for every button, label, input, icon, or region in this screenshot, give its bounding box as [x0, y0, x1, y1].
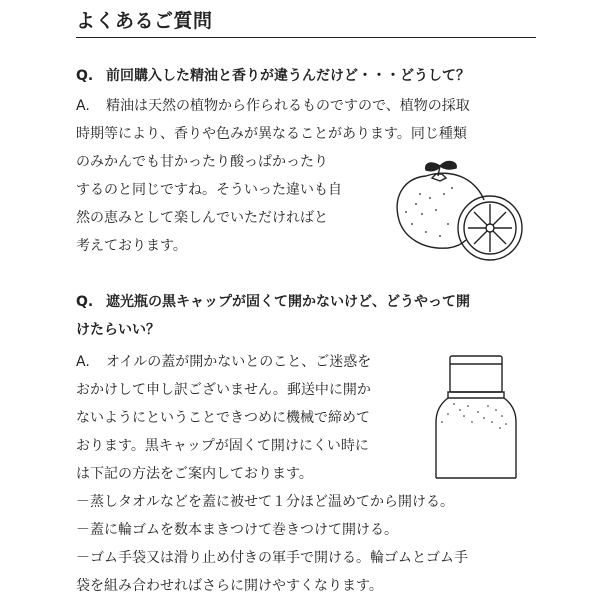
- faq2-answer-line: －蒸しタオルなどを蓋に被せて１分ほど温めてから開ける。: [76, 494, 454, 510]
- faq2-answer-line: 袋を組み合わせればさらに開けやすくなります。: [76, 578, 383, 594]
- bottle-icon: [428, 352, 528, 482]
- faq2-question: [76, 292, 470, 312]
- faq2-answer-line: [76, 352, 371, 372]
- faq2-answer-line: は下記の方法をご案内しております。: [76, 466, 313, 482]
- faq1-answer-line: 然の恵みとして楽しんでいただければと: [76, 210, 328, 226]
- faq1-answer-line: [76, 96, 470, 116]
- faq2-answer-line: ないようにということできつめに機械で締めて: [76, 410, 370, 426]
- faq2-answer-text: オイルの蓋が開かないとのこと、ご迷惑を: [106, 354, 372, 370]
- faq2-answer-line: おかけして申し訳ございません。郵送中に開か: [76, 382, 371, 398]
- faq1-question: [76, 66, 470, 86]
- faq2-question-text: 遮光瓶の黒キャップが固くて開かないけど、どうやって開: [106, 294, 470, 310]
- faq1-answer-line: 考えております。: [76, 238, 187, 254]
- title-underline: [76, 37, 536, 38]
- faq2-answer-line: －ゴム手袋又は滑り止め付きの軍手で開ける。輪ゴムとゴム手: [76, 550, 468, 566]
- orange-icon: [386, 154, 536, 264]
- faq1-a-mark: A.: [76, 98, 90, 114]
- faq2-answer-line: おります。黒キャップが固くて開けにくい時に: [76, 438, 369, 454]
- faq1-answer-line: のみかんでも甘かったり酸っぱかったり: [76, 154, 328, 170]
- faq1-answer-line: 時期等により、香りや色みが異なることがあります。同じ種類: [76, 126, 467, 142]
- faq2-a-mark: A.: [76, 354, 90, 370]
- faq1-q-mark: Q.: [76, 68, 94, 84]
- page-title: よくあるご質問: [76, 10, 213, 32]
- faq1-answer-line: するのと同じですね。そういった違いも自: [76, 182, 342, 198]
- faq2-q-mark: Q.: [76, 294, 94, 310]
- faq1-question-text: 前回購入した精油と香りが違うんだけど・・・どうして？: [106, 68, 470, 84]
- faq2-answer-line: －蓋に輪ゴムを数本まきつけて巻きつけて開ける。: [76, 522, 398, 538]
- faq1-answer-text: 精油は天然の植物から作られるものですので、植物の採取: [106, 98, 470, 114]
- faq2-question-line: けたらいい？: [76, 322, 160, 338]
